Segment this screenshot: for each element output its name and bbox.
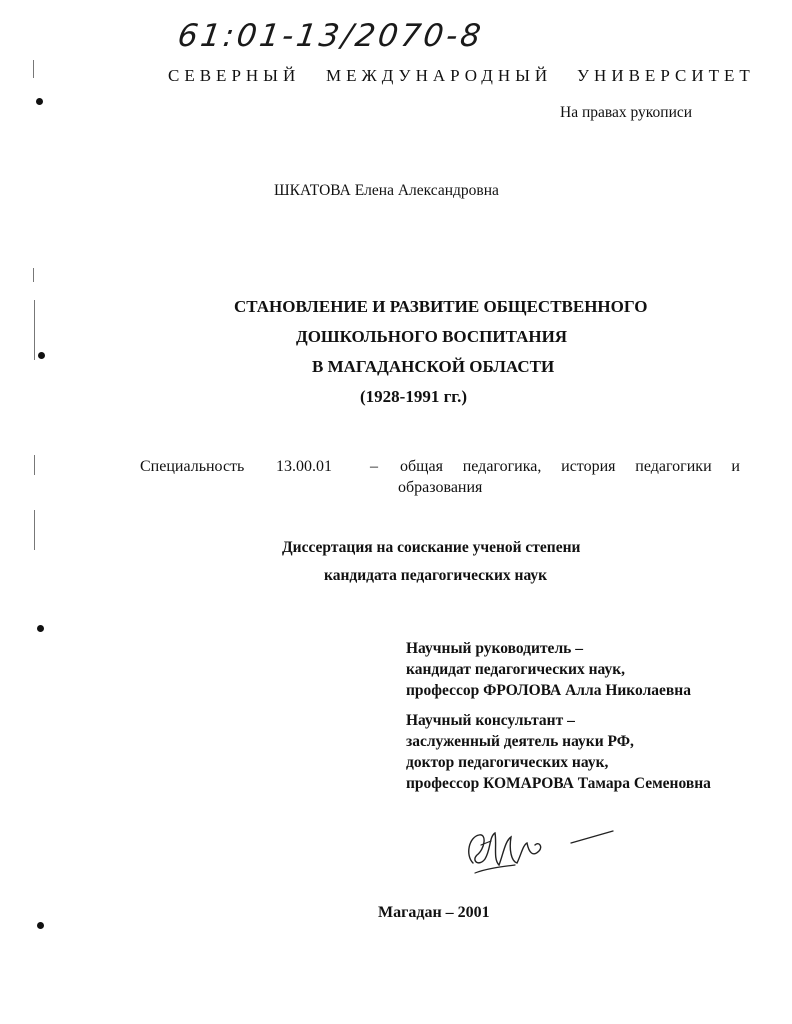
binding-hole-4 — [37, 922, 44, 929]
scan-edge-mark — [34, 510, 35, 550]
author-name: ШКАТОВА Елена Александровна — [274, 182, 499, 199]
specialty-dash: – — [370, 458, 378, 475]
consultant-role: Научный консультант – — [406, 712, 575, 729]
advisor-block — [406, 638, 691, 701]
title-line-3: В МАГАДАНСКОЙ ОБЛАСТИ — [312, 357, 555, 376]
consultant-block — [406, 710, 711, 794]
advisor-degree: кандидат педагогических наук, — [406, 661, 626, 678]
binding-hole-2 — [38, 352, 45, 359]
archive-number-handwritten: 61:01-13/2070-8 — [175, 18, 486, 54]
title-years: (1928-1991 гг.) — [360, 387, 468, 406]
specialty-name-line-2: образования — [398, 479, 483, 496]
scan-edge-mark — [34, 455, 35, 475]
title-line-2: ДОШКОЛЬНОГО ВОСПИТАНИЯ — [296, 327, 568, 346]
scan-edge-mark — [34, 300, 35, 360]
scan-edge-mark — [33, 60, 34, 78]
specialty-code: 13.00.01 — [276, 458, 332, 475]
scan-edge-mark — [33, 268, 34, 282]
university-word-3: УНИВЕРСИТЕТ — [577, 66, 755, 85]
university-word-2: МЕЖДУНАРОДНЫЙ — [326, 66, 553, 85]
consultant-honor: заслуженный деятель науки РФ, — [406, 733, 634, 750]
manuscript-rights: На правах рукописи — [560, 104, 693, 121]
city-year: Магадан – 2001 — [378, 904, 490, 921]
specialty-label: Специальность — [140, 458, 245, 475]
advisor-role: Научный руководитель – — [406, 640, 583, 657]
title-line-1: СТАНОВЛЕНИЕ И РАЗВИТИЕ ОБЩЕСТВЕННОГО — [234, 297, 648, 316]
consultant-name: профессор КОМАРОВА Тамара Семеновна — [406, 775, 711, 792]
dissertation-line-2: кандидата педагогических наук — [324, 567, 548, 584]
signature-icon — [455, 815, 625, 885]
university-word-1: СЕВЕРНЫЙ — [168, 66, 301, 85]
advisor-name: профессор ФРОЛОВА Алла Николаевна — [406, 682, 691, 699]
dissertation-line-1: Диссертация на соискание ученой степени — [282, 539, 581, 556]
binding-hole-1 — [36, 98, 43, 105]
binding-hole-3 — [37, 625, 44, 632]
consultant-degree: доктор педагогических наук, — [406, 754, 609, 771]
specialty-name-line-1: общая педагогика, история педагогики и — [400, 458, 740, 475]
